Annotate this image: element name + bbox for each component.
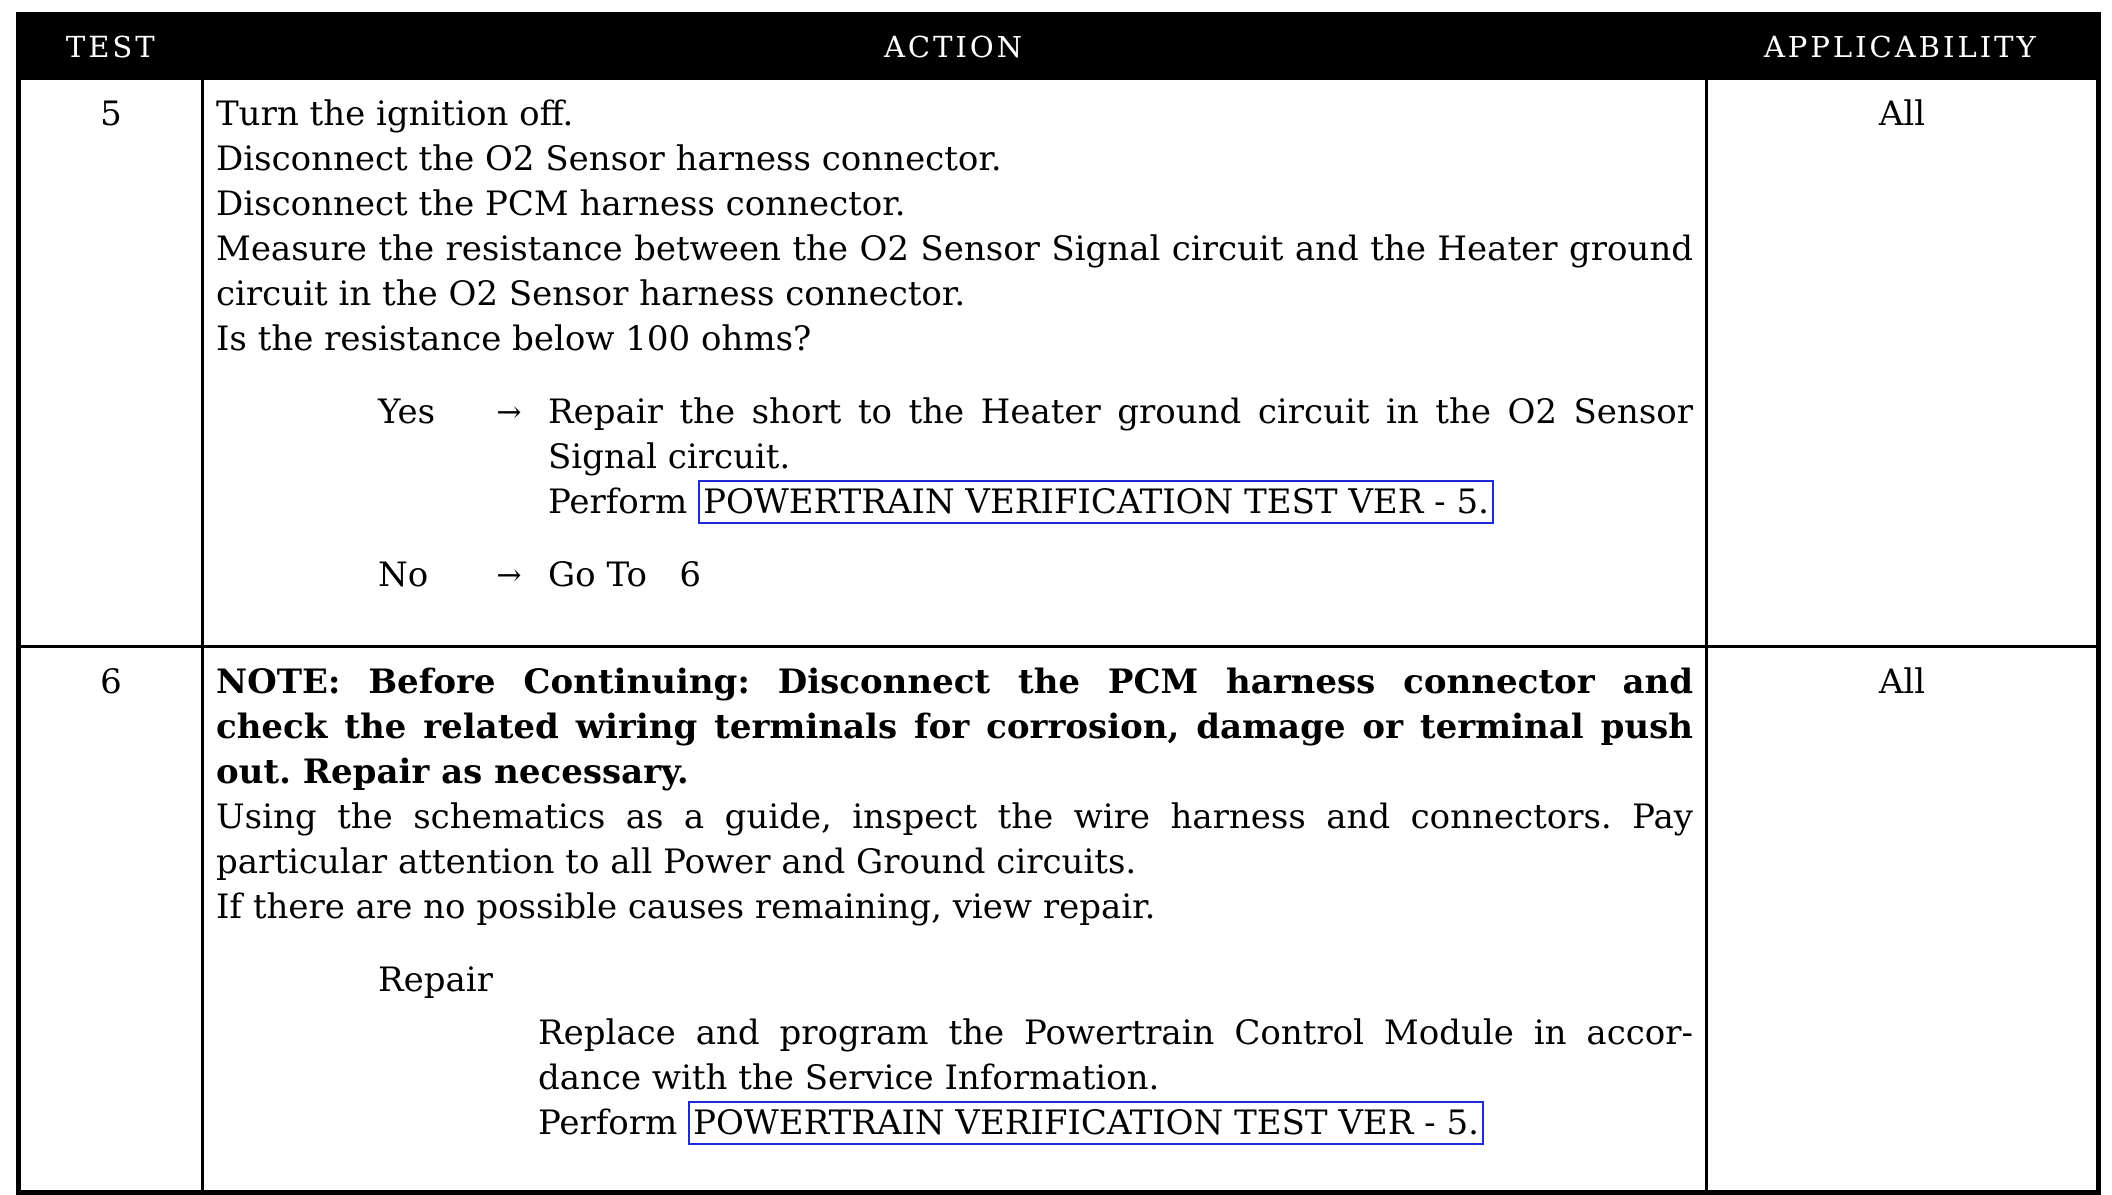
applicability-value: All xyxy=(1707,79,2099,647)
diagnostic-table xyxy=(16,12,2101,1195)
arrow-right-icon: → xyxy=(496,395,522,430)
action-cell xyxy=(203,79,1707,647)
result-no-label: No xyxy=(378,555,429,595)
test-number: 5 xyxy=(19,79,203,647)
action-line: If there are no possible causes remaining, view repair. xyxy=(216,887,1156,927)
goto-text: Go To 6 xyxy=(548,555,701,595)
action-line: Using the schematics as a guide, inspect the wire harness and connectors. Pay xyxy=(216,797,1693,837)
action-line: Turn the ignition off. xyxy=(216,94,574,134)
repair-line: Replace and program the Powertrain Control Module in accor- xyxy=(538,1013,1693,1053)
applicability-value: All xyxy=(1707,647,2099,1193)
header-action: ACTION xyxy=(203,15,1707,79)
result-yes-line: Signal circuit. xyxy=(548,437,791,477)
note-line: check the related wiring terminals for corrosion, damage or terminal push xyxy=(216,707,1693,747)
verification-test-link[interactable]: POWERTRAIN VERIFICATION TEST VER - 5. xyxy=(688,1101,1484,1145)
result-no xyxy=(378,553,1693,598)
result-yes-label: Yes xyxy=(378,392,436,432)
result-block xyxy=(216,390,1693,598)
diagnostic-test-sheet xyxy=(16,12,2096,1146)
table-row-test-6 xyxy=(19,647,2099,1193)
action-cell xyxy=(203,647,1707,1193)
repair-line: dance with the Service Information. xyxy=(538,1058,1160,1098)
action-line: Disconnect the PCM harness connector. xyxy=(216,184,906,224)
note-line: NOTE: Before Continuing: Disconnect the PCM harness connector and xyxy=(216,662,1693,702)
table-row-test-5 xyxy=(19,79,2099,647)
note-line: out. Repair as necessary. xyxy=(216,752,689,792)
repair-block xyxy=(378,958,1693,1146)
result-yes-body xyxy=(548,390,1693,525)
arrow-right-icon: → xyxy=(496,558,522,593)
repair-label: Repair xyxy=(378,960,493,1000)
test-number: 6 xyxy=(19,647,203,1193)
table-header-row xyxy=(19,15,2099,79)
header-test: TEST xyxy=(19,15,203,79)
perform-label: Perform xyxy=(548,482,688,522)
action-line: particular attention to all Power and Ground circuits. xyxy=(216,842,1137,882)
verification-test-link[interactable]: POWERTRAIN VERIFICATION TEST VER - 5. xyxy=(698,480,1494,524)
action-line: circuit in the O2 Sensor harness connector. xyxy=(216,274,966,314)
result-no-body xyxy=(548,553,1693,598)
repair-body xyxy=(538,1011,1693,1146)
perform-line xyxy=(548,480,1693,525)
result-yes xyxy=(378,390,1693,525)
action-line: Disconnect the O2 Sensor harness connector. xyxy=(216,139,1002,179)
result-yes-line: Repair the short to the Heater ground circuit in the O2 Sensor xyxy=(548,392,1693,432)
perform-label: Perform xyxy=(538,1103,678,1143)
header-applicability: APPLICABILITY xyxy=(1707,15,2099,79)
action-question: Is the resistance below 100 ohms? xyxy=(216,319,812,359)
action-line: Measure the resistance between the O2 Sensor Signal circuit and the Heater ground xyxy=(216,229,1693,269)
perform-line xyxy=(538,1101,1693,1146)
